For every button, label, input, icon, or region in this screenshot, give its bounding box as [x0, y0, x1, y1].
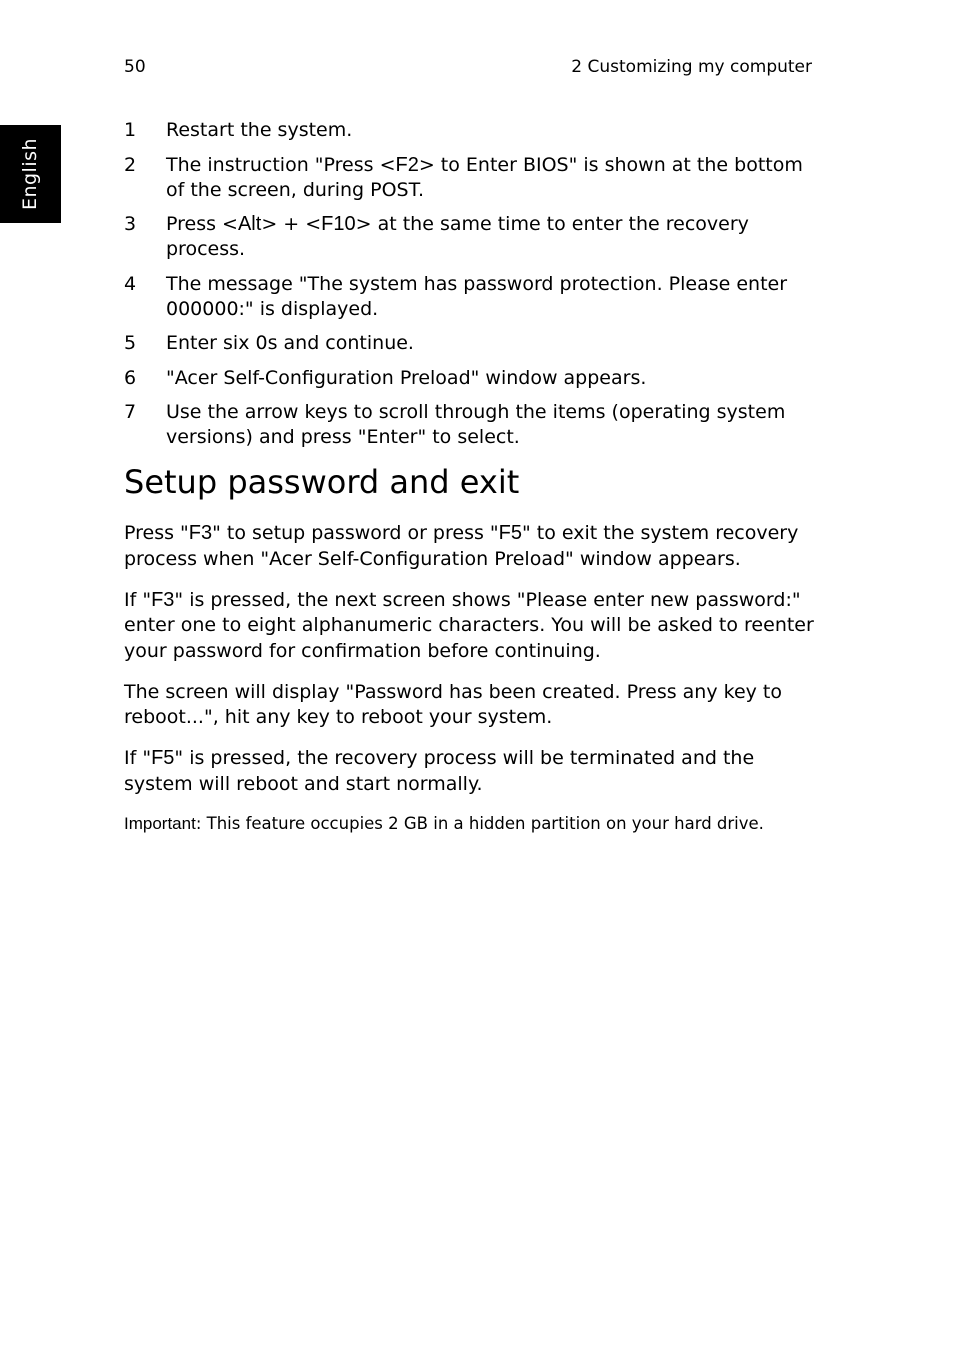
step-number: 2: [124, 153, 137, 176]
step-item: [124, 212, 824, 262]
body-paragraph: If "F3" is pressed, the next screen shows "Please enter new password:" enter one to eight alphanumeric characters. You will be asked to reenter your password for confirmation before continuing.: [124, 588, 814, 662]
step-text: Enter six 0s and continue.: [166, 332, 414, 354]
running-head: 2 Customizing my computer: [571, 57, 812, 77]
section-title: Setup password and exit: [124, 463, 520, 501]
step-number: 5: [124, 332, 137, 354]
step-text: Use the arrow keys to scroll through the items (operating system versions) and press "Enter" to select.: [166, 401, 786, 448]
side-tab-label: English: [19, 137, 41, 211]
step-number: 6: [124, 366, 137, 389]
language-side-tab: [0, 125, 61, 223]
step-text: Press <Alt> + <F10> at the same time to enter the recovery process.: [166, 213, 749, 260]
important-note: [124, 813, 824, 835]
step-item: [124, 366, 824, 391]
step-text: The message "The system has password protection. Please enter 000000:" is displayed.: [166, 272, 788, 320]
step-item: [124, 153, 824, 203]
step-item: [124, 400, 824, 450]
step-number: 7: [124, 401, 137, 423]
step-number: 1: [124, 119, 137, 141]
page-number: 50: [124, 57, 146, 77]
body-paragraph: If "F5" is pressed, the recovery process will be terminated and the system will reboot and start normally.: [124, 747, 755, 795]
body-paragraph: The screen will display "Password has been created. Press any key to reboot...", hit any key to reboot your system.: [124, 680, 783, 728]
step-number: 3: [124, 213, 137, 235]
step-text: "Acer Self-Configuration Preload" window appears.: [166, 366, 647, 389]
procedure-steps: [124, 118, 824, 460]
key-name: F5: [151, 747, 175, 769]
step-item: [124, 331, 824, 356]
key-name: Alt: [237, 213, 262, 235]
note-text: : This feature occupies 2 GB in a hidden partition on your hard drive.: [195, 813, 764, 833]
key-name: F2: [395, 153, 419, 176]
key-name: F10: [321, 213, 356, 235]
body-paragraph: Press "F3" to setup password or press "F5" to exit the system recovery process when "Acer Self-Configuration Preload" window appears.: [124, 522, 799, 570]
step-number: 4: [124, 272, 137, 295]
section-body: [124, 521, 824, 850]
step-item: [124, 118, 824, 143]
step-text: The instruction "Press <F2> to Enter BIOS" is shown at the bottom of the screen, during POST.: [166, 153, 803, 201]
page-header: [124, 57, 812, 79]
key-name: F5: [498, 522, 522, 544]
step-text: Restart the system.: [166, 119, 353, 141]
step-item: [124, 272, 824, 322]
key-name: F3: [151, 588, 175, 611]
note-label: Important: [124, 813, 196, 833]
key-name: F3: [188, 522, 213, 544]
